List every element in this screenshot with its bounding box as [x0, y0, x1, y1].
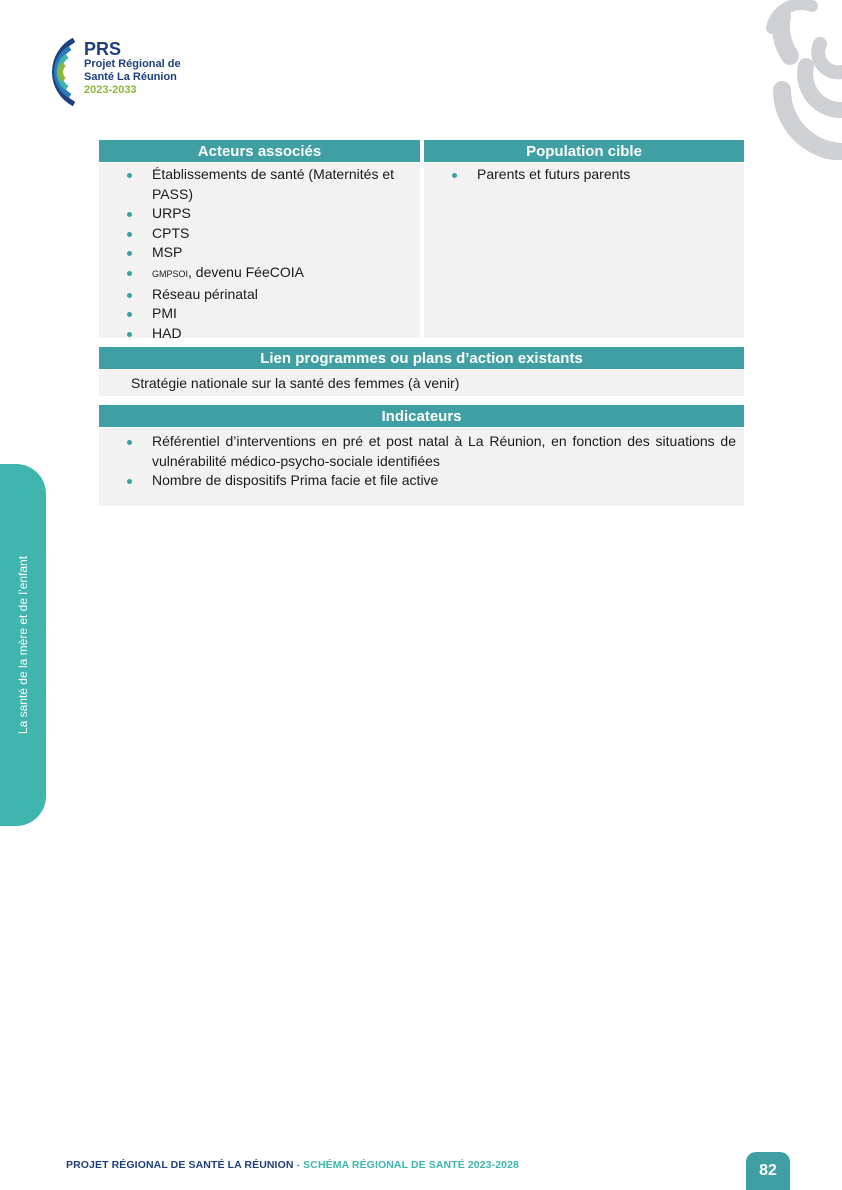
lien-text: Stratégie nationale sur la santé des femmes (à venir) — [99, 370, 744, 396]
lien-header: Lien programmes ou plans d’action existants — [99, 347, 744, 369]
logo-prs: PRS — [84, 39, 122, 59]
list-item: HAD — [99, 324, 412, 344]
list-item: URPS — [99, 204, 412, 224]
acteurs-list — [99, 163, 420, 345]
footer-separator: - — [293, 1159, 304, 1171]
gmpsoi-suffix: , devenu FéeCOIA — [188, 263, 304, 280]
list-item: Parents et futurs parents — [424, 165, 736, 185]
list-item: CPTS — [99, 224, 412, 244]
side-chapter-tab — [0, 464, 46, 826]
indicateurs-cell — [99, 428, 744, 506]
prs-arc-icon — [22, 28, 82, 112]
indicateurs-header: Indicateurs — [99, 405, 744, 427]
footer-left: PROJET RÉGIONAL DE SANTÉ LA RÉUNION — [66, 1159, 294, 1171]
page-footer — [66, 1159, 519, 1171]
list-item — [99, 263, 412, 285]
list-item: Référentiel d’interventions en pré et post natal à La Réunion, en fonction des situations de vulnérabilité médico-psycho-sociale identifiées — [99, 432, 736, 471]
acteurs-cell — [99, 163, 420, 341]
population-list — [424, 163, 744, 187]
list-item: Établissements de santé (Maternités et PASS) — [99, 165, 412, 204]
logo-line-1: Projet Régional de — [84, 58, 181, 70]
page-number: 82 — [746, 1152, 790, 1190]
lien-table — [99, 347, 744, 396]
population-cell — [424, 163, 744, 338]
side-chapter-title: La santé de la mère et de l’enfant — [16, 555, 30, 735]
acteurs-header: Acteurs associés — [99, 140, 420, 162]
list-item: Réseau périnatal — [99, 285, 412, 305]
list-item: Nombre de dispositifs Prima facie et file active — [99, 471, 736, 491]
indicateurs-list — [99, 430, 744, 493]
logo-years: 2023-2033 — [84, 84, 137, 96]
footer-right: SCHÉMA RÉGIONAL DE SANTÉ 2023-2028 — [303, 1159, 519, 1171]
logo-line-2: Santé La Réunion — [84, 71, 177, 83]
list-item: MSP — [99, 243, 412, 263]
population-header: Population cible — [424, 140, 744, 162]
prs-logo — [22, 28, 222, 112]
corner-arcs-icon — [702, 0, 842, 160]
gmpsoi-label: GMPSOI — [152, 268, 189, 279]
list-item: PMI — [99, 304, 412, 324]
acteurs-population-table — [99, 140, 744, 341]
indicateurs-table — [99, 405, 744, 506]
